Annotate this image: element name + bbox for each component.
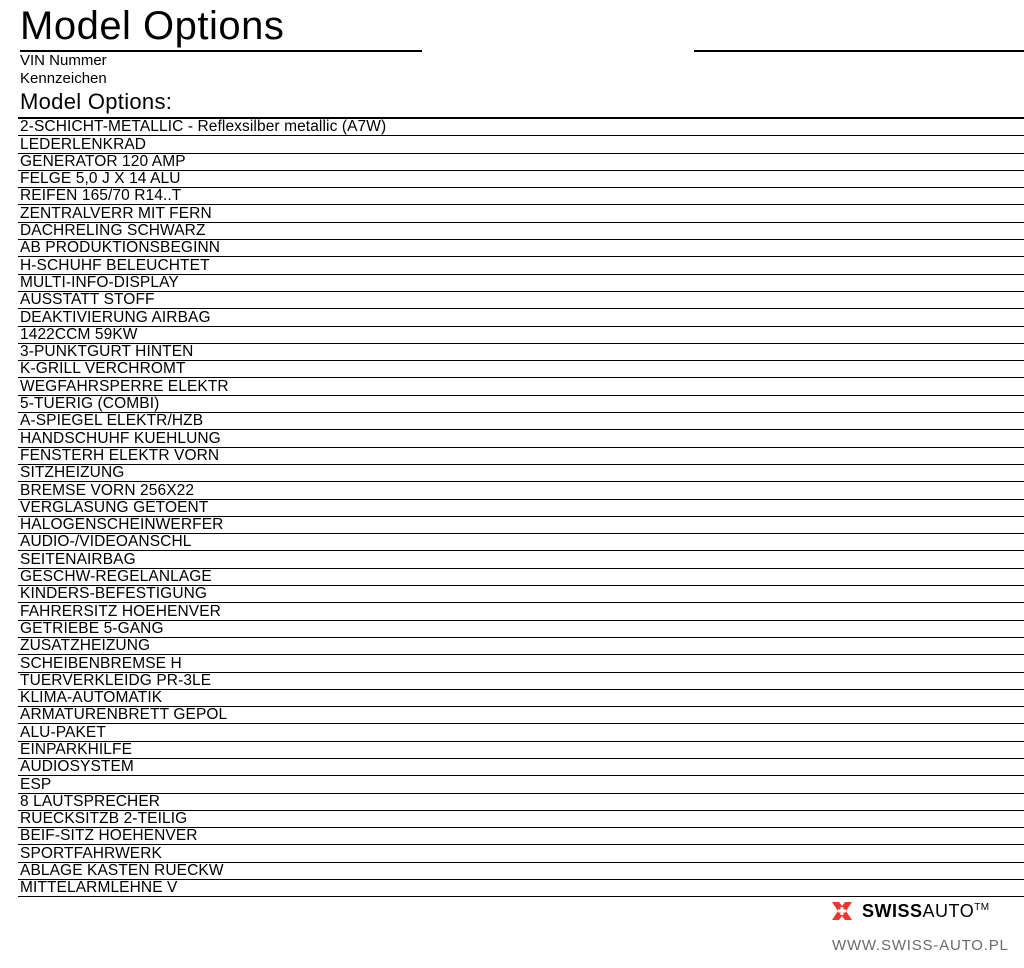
option-label: DEAKTIVIERUNG AIRBAG [20, 308, 211, 326]
option-label: HANDSCHUHF KUEHLUNG [20, 429, 221, 447]
swiss-cross-x-icon [830, 900, 854, 922]
swissauto-logo [830, 899, 990, 923]
option-label: VERGLASUNG GETOENT [20, 498, 209, 516]
option-label: AUDIOSYSTEM [20, 758, 134, 776]
option-label: ZUSATZHEIZUNG [20, 637, 151, 655]
option-row [18, 413, 1024, 430]
option-label: SPORTFAHRWERK [20, 844, 162, 862]
option-label: EINPARKHILFE [20, 740, 133, 758]
option-row [18, 223, 1024, 240]
option-row [18, 845, 1024, 862]
option-row [18, 863, 1024, 880]
option-label: LEDERLENKRAD [20, 135, 147, 153]
option-row [18, 257, 1024, 274]
option-label: GESCHW-REGELANLAGE [20, 568, 212, 586]
option-label: FELGE 5,0 J X 14 ALU [20, 170, 181, 188]
option-row [18, 551, 1024, 568]
option-row [18, 724, 1024, 741]
option-label: MITTELARMLEHNE V [20, 879, 178, 897]
option-label: FENSTERH ELEKTR VORN [20, 446, 220, 464]
option-label: 3-PUNKTGURT HINTEN [20, 343, 194, 361]
option-row [18, 361, 1024, 378]
option-label: REIFEN 165/70 R14..T [20, 187, 182, 205]
option-label: MULTI-INFO-DISPLAY [20, 273, 179, 291]
option-label: KLIMA-AUTOMATIK [20, 689, 163, 707]
option-row [18, 465, 1024, 482]
option-row [18, 621, 1024, 638]
option-row [18, 275, 1024, 292]
option-label: 1422CCM 59KW [20, 325, 138, 343]
option-label: KINDERS-BEFESTIGUNG [20, 585, 208, 603]
option-row [18, 638, 1024, 655]
option-label: ARMATURENBRETT GEPOL [20, 706, 228, 724]
option-row [18, 309, 1024, 326]
option-row [18, 673, 1024, 690]
option-row [18, 448, 1024, 465]
option-label: SCHEIBENBREMSE H [20, 654, 182, 672]
option-label: ABLAGE KASTEN RUECKW [20, 862, 224, 880]
title-underline-right [694, 50, 1024, 52]
option-label: H-SCHUHF BELEUCHTET [20, 256, 210, 274]
options-list [18, 117, 1024, 897]
option-label: K-GRILL VERCHROMT [20, 360, 186, 378]
option-row [18, 500, 1024, 517]
option-row [18, 586, 1024, 603]
option-row [18, 396, 1024, 413]
option-row [18, 205, 1024, 222]
option-label: BEIF-SITZ HOEHENVER [20, 827, 198, 845]
option-label: BREMSE VORN 256X22 [20, 481, 195, 499]
option-label: SITZHEIZUNG [20, 464, 125, 482]
option-label: ZENTRALVERR MIT FERN [20, 204, 212, 222]
option-row [18, 828, 1024, 845]
option-row [18, 136, 1024, 153]
option-label: GENERATOR 120 AMP [20, 152, 186, 170]
logo-wordmark: SWISSAUTO™ [862, 901, 990, 921]
option-label: DACHRELING SCHWARZ [20, 222, 206, 240]
option-row [18, 811, 1024, 828]
option-row [18, 430, 1024, 447]
option-label: 2-SCHICHT-METALLIC - Reflexsilber metallic (A7W) [20, 118, 387, 136]
website-url: WWW.SWISS-AUTO.PL [832, 937, 1009, 954]
option-row [18, 240, 1024, 257]
option-row [18, 188, 1024, 205]
option-row [18, 154, 1024, 171]
option-label: WEGFAHRSPERRE ELEKTR [20, 377, 229, 395]
option-row [18, 655, 1024, 672]
option-row [18, 171, 1024, 188]
option-label: ALU-PAKET [20, 723, 106, 741]
option-row [18, 603, 1024, 620]
option-row [18, 344, 1024, 361]
option-row [18, 378, 1024, 395]
license-plate-label: Kennzeichen [20, 70, 107, 87]
option-row [18, 119, 1024, 136]
page-title: Model Options [20, 4, 285, 48]
options-heading: Model Options: [20, 89, 173, 114]
option-row [18, 292, 1024, 309]
option-row [18, 517, 1024, 534]
option-row [18, 794, 1024, 811]
vin-label: VIN Nummer [20, 52, 107, 69]
option-row [18, 742, 1024, 759]
option-label: AUSSTATT STOFF [20, 291, 155, 309]
option-row [18, 707, 1024, 724]
option-row [18, 690, 1024, 707]
option-label: 8 LAUTSPRECHER [20, 792, 161, 810]
option-label: RUECKSITZB 2-TEILIG [20, 810, 188, 828]
option-row [18, 759, 1024, 776]
option-label: AB PRODUKTIONSBEGINN [20, 239, 221, 257]
option-label: TUERVERKLEIDG PR-3LE [20, 671, 212, 689]
option-row [18, 327, 1024, 344]
option-row [18, 482, 1024, 499]
option-label: ESP [20, 775, 52, 793]
option-row [18, 534, 1024, 551]
option-label: AUDIO-/VIDEOANSCHL [20, 533, 192, 551]
option-label: 5-TUERIG (COMBI) [20, 395, 160, 413]
option-row [18, 880, 1024, 897]
option-row [18, 569, 1024, 586]
option-label: A-SPIEGEL ELEKTR/HZB [20, 412, 204, 430]
option-label: SEITENAIRBAG [20, 550, 136, 568]
option-row [18, 776, 1024, 793]
option-label: GETRIEBE 5-GANG [20, 619, 164, 637]
option-label: HALOGENSCHEINWERFER [20, 516, 224, 534]
option-label: FAHRERSITZ HOEHENVER [20, 602, 221, 620]
